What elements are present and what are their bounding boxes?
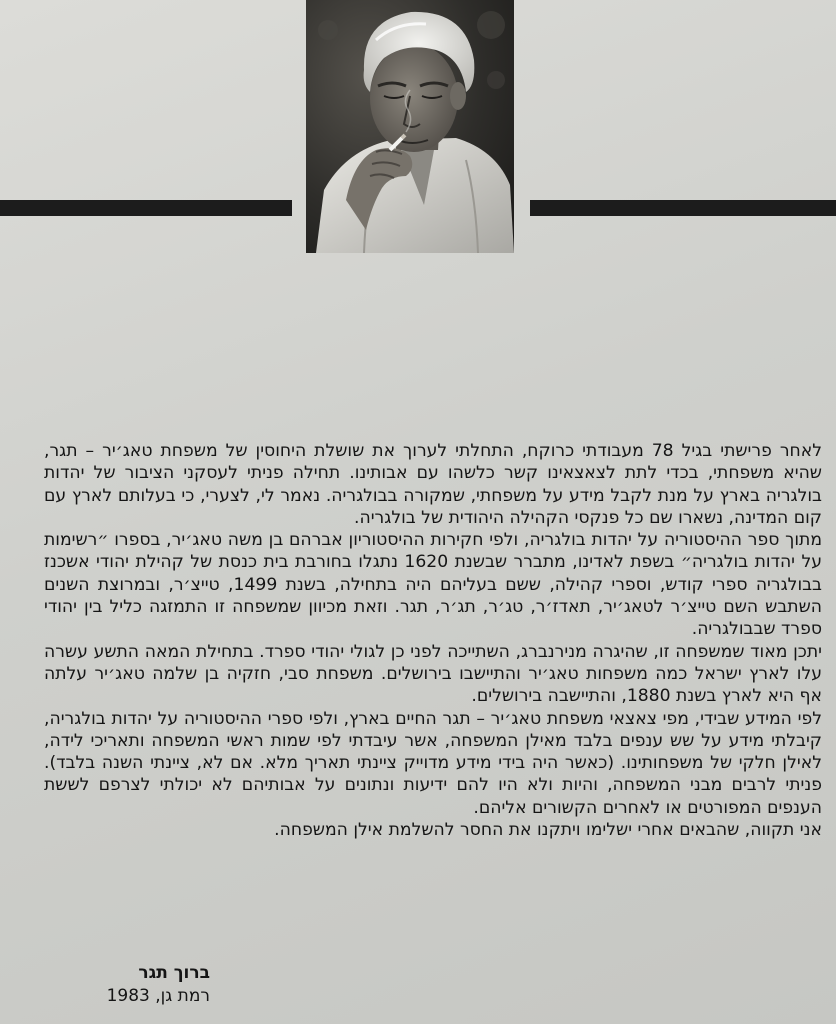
paragraph-sources: לפי המידע שבידי, מפי צאצאי משפחת טאג׳יר – תגר החיים בארץ, ולפי ספרי ההיסטוריה על יהדות בולגריה, קיבלתי מידע על שש ענפים בלבד מאילן המשפחה, אשר עיבדתי לפי שמות ראשי המשפחה ותאריכי לידה, לאילן חלקי של משפחותינו. (כאשר היה בידי מידע מדוייק ציינתי תאריך מלא. אם לא, ציינתי השנה בלבד). פניתי לרבים מבני המשפחה, והיות ולא היו להם ידיעות ונתונים על אבותיהם לא יכולתי לצרפם לששת הענפים המפורטים או לאחרים הקשורים אליהם. (44, 708, 822, 818)
paragraph-migration: יתכן מאוד שמשפחה זו, שהיגרה מנירנברג, השתייכה לפני כן לגולי יהודי ספרד. בתחילת המאה התשע עשרה עלו לארץ ישראל כמה משפחות טאג׳יר והתיישבו בירושלים. משפחת סבי, חזקיה בן שלמה טאג׳יר עלתה אף היא לארץ בשנת 1880, והתיישבה בירושלים. (44, 641, 822, 707)
paragraph-history: מתוך ספר ההיסטוריה על יהדות בולגריה, ולפי חקירות ההיסטוריון אברהם בן משה טאג׳יר, בספרו ״רשימות על יהדות בולגריה״ בשפת לאדינו, מתברר שבשנת 1620 נתגלו בחורבת בית כנסת של קהילת יהודי אשכנז בבולגריה ספרי קודש, וספרי קהילה, ששם בעליהם היה בתחילה, בשנת 1499, טייצ׳ר, ובמרוצת השנים השתבש השם טייצ׳ר לטאג׳יר, תאדז׳ר, טג׳ר, תג׳ר, תגר. וזאת מכיוון שמשפחה זו התמזגה כליל בין יהודי ספרד שבבולגריה. (44, 530, 822, 640)
paragraph-intro: לאחר פרישתי בגיל 78 מעבודתי כרוקח, התחלתי לערוך את שושלת היחוסין של משפחת טאג׳יר – תגר, שהיא משפחתי, בכדי לתת לצאצאינו קשר כלשהו עם אבותינו. תחילה פניתי לעסקני הציבור של יהדות בולגריה בארץ על מנת לקבל מידע על משפחתי, שמקורה בבולגריה. נאמר לי, לצערי, כי בעלותם לארץ עם קום המדינה, נשארו שם כל פנקסי הקהילה היהודית של בולגריה. (44, 441, 823, 528)
divider-left (0, 200, 292, 216)
paragraph-hope: אני תקווה, שהבאים אחרי ישלימו ויתקנו את החסר להשלמת אילן המשפחה. (274, 820, 822, 841)
author-portrait (306, 0, 514, 253)
place-date: רמת גן, 1983 (106, 986, 210, 1006)
signature-block (50, 962, 210, 1008)
divider-right (530, 200, 836, 216)
author-name: ברוך תגר (138, 963, 210, 983)
letter-body (44, 440, 822, 841)
